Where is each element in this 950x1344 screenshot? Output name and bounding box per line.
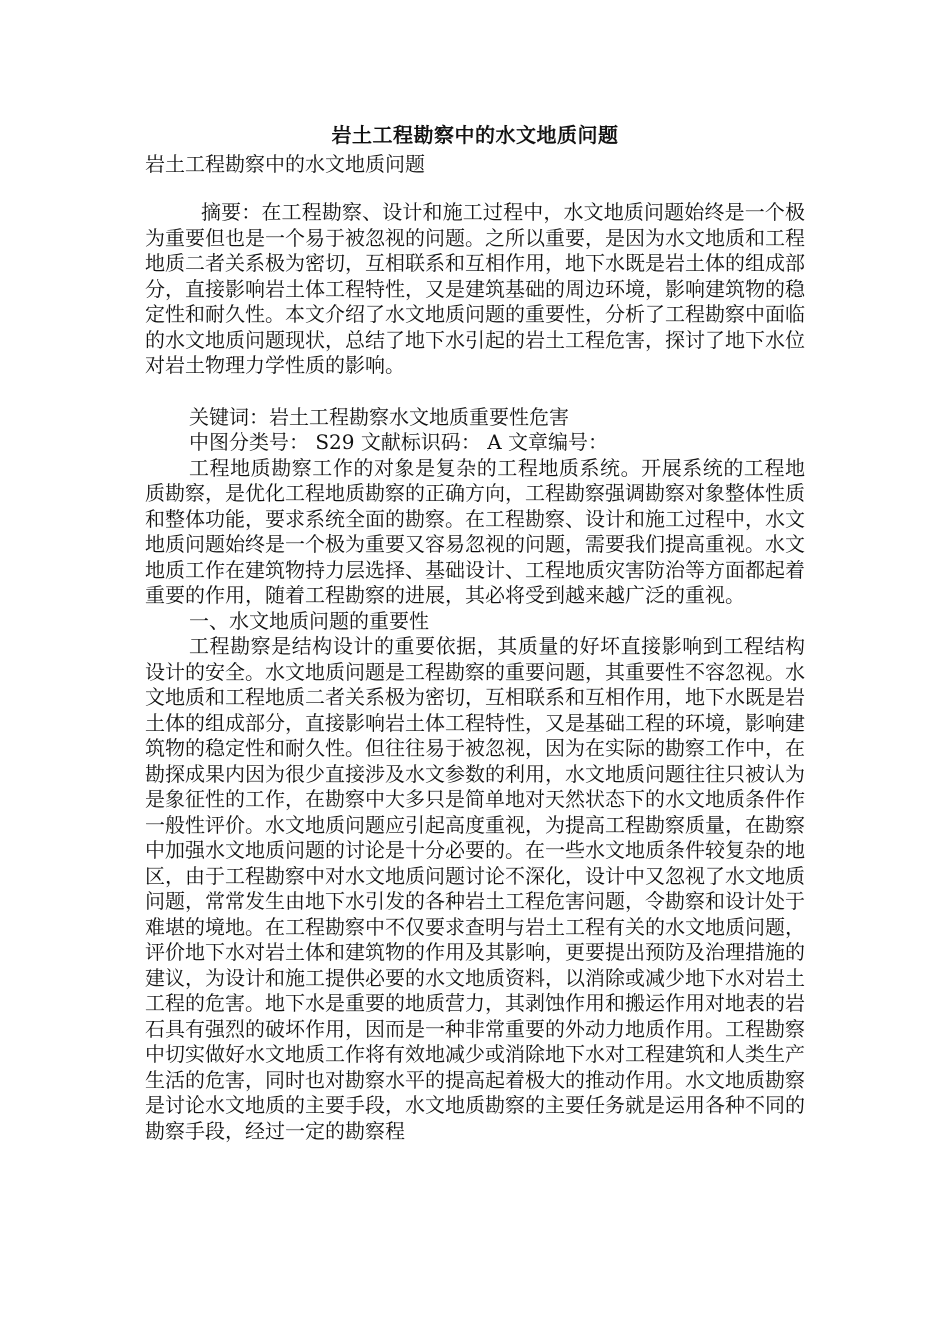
classification-line: 中图分类号： S29 文献标识码： A 文章编号： <box>189 430 609 454</box>
keywords-line: 关键词：岩土工程勘察水文地质重要性危害 <box>189 404 569 429</box>
abstract-paragraph: 摘要：在工程勘察、设计和施工过程中，水文地质问题始终是一个极为重要但也是一个易于被忽视的问题。之所以重要，是因为水文地质和工程地质二者关系极为密切，互相联系和互相作用，地下水既是岩土体的组成部分，直接影响岩土体工程特性，又是建筑基础的周边环境，影响建筑物的稳定性和耐久性。本文介绍了水文地质问题的重要性，分析了工程勘察中面临的水文地质问题现状，总结了地下水引起的岩土工程危害，探讨了地下水位对岩土物理力学性质的影响。 <box>145 200 805 377</box>
document-title: 岩土工程勘察中的水文地质问题 <box>331 123 619 147</box>
intro-paragraph: 工程地质勘察工作的对象是复杂的工程地质系统。开展系统的工程地质勘察，是优化工程地质勘察的正确方向，工程勘察强调勘察对象整体性质和整体功能，要求系统全面的勘察。在工程勘察、设计和施工过程中，水文地质问题始终是一个极为重要又容易忽视的问题，需要我们提高重视。水文地质工作在建筑物持力层选择、基础设计、工程地质灾害防治等方面都起着重要的作用，随着工程勘察的进展，其必将受到越来越广泛的重视。 <box>145 455 805 607</box>
document-page <box>145 120 805 1144</box>
section-heading: 一、水文地质问题的重要性 <box>189 608 429 633</box>
section-paragraph: 工程勘察是结构设计的重要依据，其质量的好坏直接影响到工程结构设计的安全。水文地质问题是工程勘察的重要问题，其重要性不容忽视。水文地质和工程地质二者关系极为密切，互相联系和互相作用，地下水既是岩土体的组成部分，直接影响岩土体工程特性，又是基础工程的环境，影响建筑物的稳定性和耐久性。但往往易于被忽视，因为在实际的勘察工作中，在勘探成果内因为很少直接涉及水文参数的利用，水文地质问题往往只被认为是象征性的工作，在勘察中大多只是简单地对天然状态下的水文地质条件作一般性评价。水文地质问题应引起高度重视，为提高工程勘察质量，在勘察中加强水文地质问题的讨论是十分必要的。在一些水文地质条件较复杂的地区，由于工程勘察中对水文地质问题讨论不深化，设计中又忽视了水文地质问题，常常发生由地下水引发的各种岩土工程危害问题，令勘察和设计处于难堪的境地。在工程勘察中不仅要求查明与岩土工程有关的水文地质问题，评价地下水对岩土体和建筑物的作用及其影响，更要提出预防及治理措施的建议，为设计和施工提供必要的水文地质资料，以消除或减少地下水对岩土工程的危害。地下水是重要的地质营力，其剥蚀作用和搬运作用对地表的岩石具有强烈的破坏作用，因而是一种非常重要的外动力地质作用。工程勘察中切实做好水文地质工作将有效地减少或消除地下水对工程建筑和人类生产生活的危害，同时也对勘察水平的提高起着极大的推动作用。水文地质勘察是讨论水文地质的主要手段，水文地质勘察的主要任务就是运用各种不同的勘察手段，经过一定的勘察程 <box>145 634 805 1143</box>
document-subtitle: 岩土工程勘察中的水文地质问题 <box>145 152 425 176</box>
